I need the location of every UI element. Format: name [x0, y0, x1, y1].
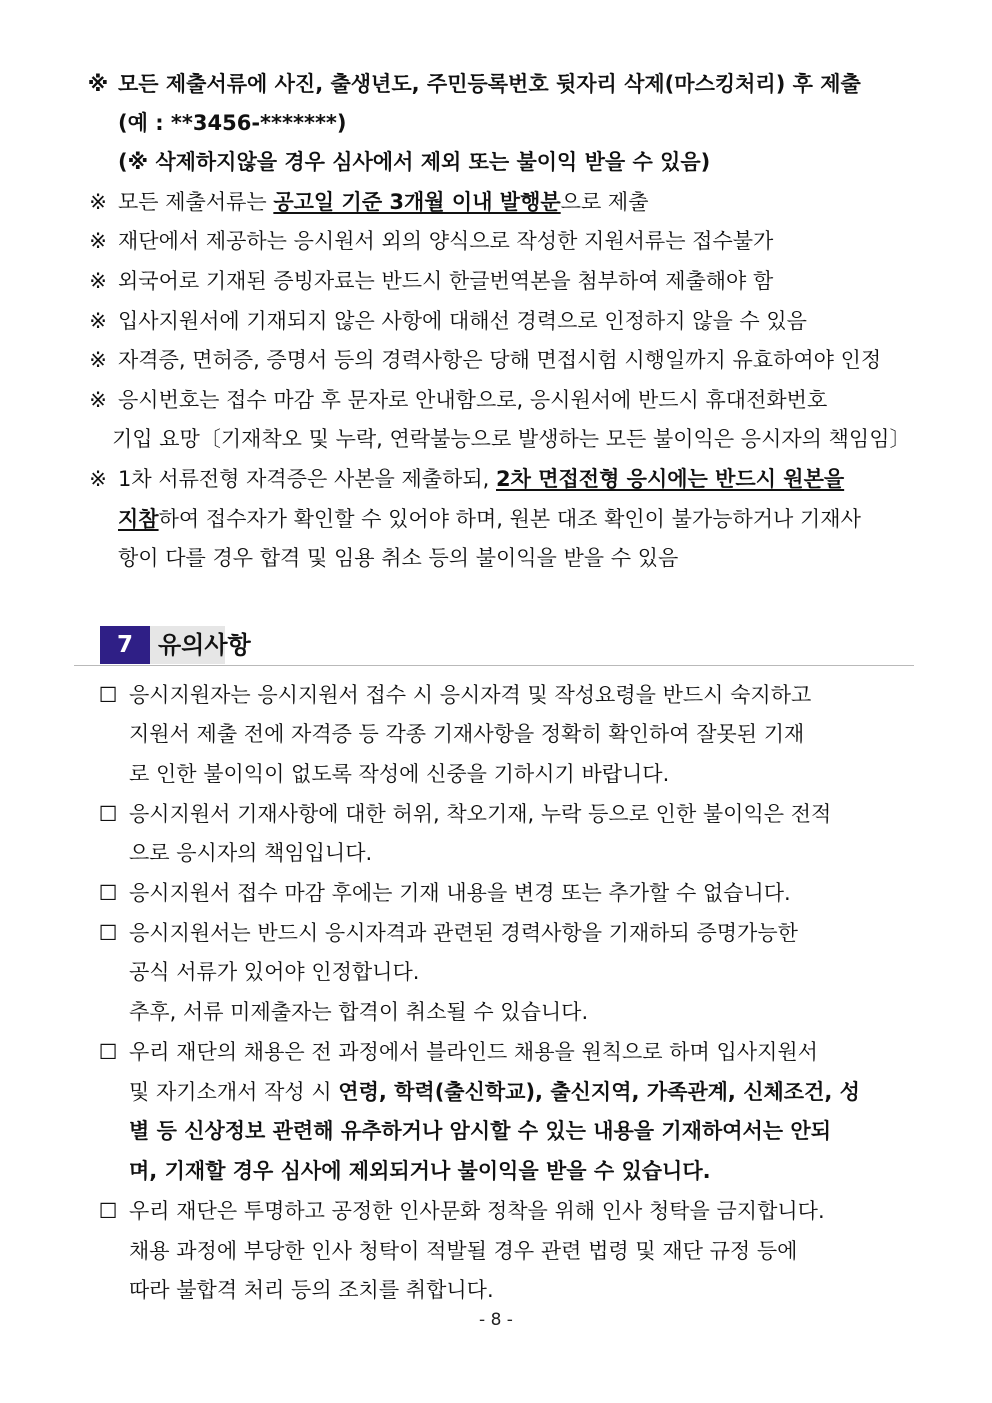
- item-text: 추후, 서류 미제출자는 합격이 취소될 수 있습니다.: [129, 1000, 589, 1024]
- note-text: 응시번호는 접수 마감 후 문자로 안내함으로, 응시원서에 반드시 휴대전화번호: [118, 388, 828, 412]
- note-text-emphasis: 지참: [118, 507, 159, 531]
- item-text-emphasis: 연령, 학력(출신학교), 출신지역, 가족관계, 신체조건, 성: [338, 1080, 860, 1104]
- item-text: 우리 재단의 채용은 전 과정에서 블라인드 채용을 원칙으로 하며 입사지원서: [129, 1040, 818, 1064]
- item-text: 응시지원자는 응시지원서 접수 시 응시자격 및 작성요령을 반드시 숙지하고: [129, 683, 812, 707]
- item-text: 따라 불합격 처리 등의 조치를 취합니다.: [129, 1278, 494, 1302]
- item-text-emphasis: 며, 기재할 경우 심사에 제외되거나 불이익을 받을 수 있습니다.: [129, 1159, 711, 1183]
- item-text: [129, 1077, 860, 1107]
- note-text: (예 : **3456-*******): [118, 111, 347, 135]
- reference-mark-icon: ※: [89, 190, 107, 214]
- reference-mark-icon: ※: [87, 72, 109, 96]
- note-text: 외국어로 기재된 증빙자료는 반드시 한글번역본을 첨부하여 제출해야 함: [118, 269, 774, 293]
- section-title: 유의사항: [158, 631, 251, 659]
- checkbox-icon: ☐: [98, 881, 118, 905]
- item-text: 응시지원서 접수 마감 후에는 기재 내용을 변경 또는 추가할 수 없습니다.: [129, 881, 791, 905]
- note-text-emphasis: 2차 면접전형 응시에는 반드시 원본을: [496, 467, 845, 491]
- reference-mark-icon: ※: [89, 467, 107, 491]
- note-text-plain: 1차 서류전형 자격증은 사본을 제출하되,: [118, 467, 496, 491]
- note-text: 자격증, 면허증, 증명서 등의 경력사항은 당해 면접시험 시행일까지 유효하여야 인정: [118, 348, 882, 372]
- item-text: 으로 응시자의 책임입니다.: [129, 841, 373, 865]
- section-number: 7: [100, 626, 150, 664]
- page-number: - 8 -: [479, 1310, 513, 1330]
- item-text: 로 인한 불이익이 없도록 작성에 신중을 기하시기 바랍니다.: [129, 762, 670, 786]
- item-text-emphasis: 별 등 신상정보 관련해 유추하거나 암시할 수 있는 내용을 기재하여서는 안되: [129, 1119, 831, 1143]
- reference-mark-icon: ※: [89, 309, 107, 333]
- note-text: 모든 제출서류에 사진, 출생년도, 주민등록번호 뒷자리 삭제(마스킹처리) 후 제출: [118, 72, 861, 96]
- note-text: [118, 464, 844, 494]
- checkbox-icon: ☐: [98, 1040, 118, 1064]
- note-text: [118, 504, 861, 534]
- note-text: 기입 요망〔기재착오 및 누락, 연락불능으로 발생하는 모든 불이익은 응시자의 책임임〕: [112, 427, 911, 451]
- item-text-plain: 및 자기소개서 작성 시: [129, 1080, 339, 1104]
- item-text: 응시지원서는 반드시 응시자격과 관련된 경력사항을 기재하되 증명가능한: [129, 921, 798, 945]
- item-text: 지원서 제출 전에 자격증 등 각종 기재사항을 정확히 확인하여 잘못된 기재: [129, 722, 805, 746]
- note-text: [118, 187, 648, 217]
- note-text: 재단에서 제공하는 응시원서 외의 양식으로 작성한 지원서류는 접수불가: [118, 229, 774, 253]
- reference-mark-icon: ※: [89, 348, 107, 372]
- item-text: 응시지원서 기재사항에 대한 허위, 착오기재, 누락 등으로 인한 불이익은 전적: [129, 802, 832, 826]
- note-text-plain: 모든 제출서류는: [118, 190, 274, 214]
- note-text-emphasis: 공고일 기준 3개월 이내 발행분: [273, 190, 561, 214]
- checkbox-icon: ☐: [98, 1199, 118, 1223]
- item-text: 우리 재단은 투명하고 공정한 인사문화 정착을 위해 인사 청탁을 금지합니다.: [129, 1199, 825, 1223]
- checkbox-icon: ☐: [98, 683, 118, 707]
- note-text: (※ 삭제하지않을 경우 심사에서 제외 또는 불이익 받을 수 있음): [118, 150, 711, 174]
- checkbox-icon: ☐: [98, 802, 118, 826]
- note-text-plain: 하여 접수자가 확인할 수 있어야 하며, 원본 대조 확인이 불가능하거나 기재사: [158, 507, 861, 531]
- note-text-plain: 으로 제출: [560, 190, 649, 214]
- reference-mark-icon: ※: [89, 229, 107, 253]
- checkbox-icon: ☐: [98, 921, 118, 945]
- section-divider: [74, 665, 914, 666]
- reference-mark-icon: ※: [89, 388, 107, 412]
- item-text: 채용 과정에 부당한 인사 청탁이 적발될 경우 관련 법령 및 재단 규정 등에: [129, 1239, 798, 1263]
- reference-mark-icon: ※: [89, 269, 107, 293]
- note-text: 입사지원서에 기재되지 않은 사항에 대해선 경력으로 인정하지 않을 수 있음: [118, 309, 807, 333]
- section-heading: [74, 624, 914, 666]
- item-text: 공식 서류가 있어야 인정합니다.: [129, 960, 420, 984]
- note-text: 항이 다를 경우 합격 및 임용 취소 등의 불이익을 받을 수 있음: [118, 546, 679, 570]
